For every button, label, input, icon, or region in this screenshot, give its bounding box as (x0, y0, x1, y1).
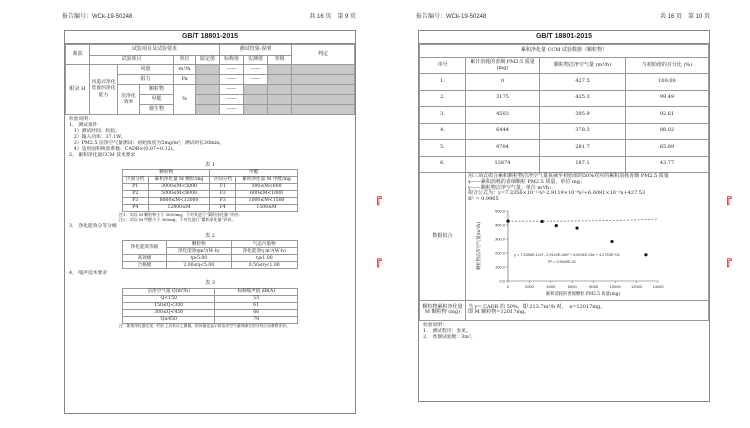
page-indicator: 共 16 页 第 9 页 (309, 14, 356, 20)
t1-cell: F3 (210, 198, 236, 205)
report-page-10 (414, 0, 714, 428)
fit-line: x——累积消耗的香烟颗粒 PM2.5 质量，单位 mg； (468, 178, 585, 185)
table3-caption: 表 3 (205, 280, 215, 287)
ccm-label: 颗粒物累积净化量 M 颗粒物 (mg) (420, 300, 466, 320)
report-number: 报告编号：WCk-19-50248 (62, 14, 133, 20)
ccm-result-cell (466, 300, 709, 320)
sub-item-micro: 微生物 (140, 105, 174, 115)
t3-h: 洁净空气量 Q(m³/h) (123, 288, 215, 295)
unit-airflow: m³/h (174, 65, 196, 75)
th-unit: 单位 (174, 56, 196, 65)
t1-col-hcho: 甲醛 (210, 170, 298, 177)
ccm-cell: 395.9 (540, 107, 626, 124)
note-line: 2、 香烟试验舱：3m³。 (423, 334, 476, 340)
ccm-cell: 0 (466, 74, 540, 91)
note-line: 1、 测试程序：参见。 (423, 328, 471, 334)
table-2 (122, 240, 298, 269)
standard-title: GB/T 18801-2015 (419, 31, 709, 44)
red-edge-mark: 『 (370, 258, 383, 272)
t3-h: 标称噪声值 dB(A) (215, 288, 298, 295)
ccm-h: 颗粒物洁净空气量 (m³/h) (540, 58, 626, 74)
ccm-cell: 4503 (466, 107, 540, 124)
ccm-cell: 425.3 (540, 90, 626, 107)
t2-cell: 2.00≤η<5.00 (167, 262, 231, 269)
data-point (506, 219, 509, 222)
appendix-cell: 附录 H (66, 65, 90, 115)
t1-cell: 8000≤M<12000 (148, 198, 210, 205)
page-indicator: 共 16 页 第 10 页 (659, 14, 710, 20)
t1-h: 累积净化量 M 甲醛/mg (236, 177, 298, 184)
sub-item-pm: 颗粒物 (140, 85, 174, 95)
red-edge-mark: 『 (720, 258, 733, 272)
data-point (644, 253, 647, 256)
t1-cell: P2 (123, 191, 149, 198)
red-edge-mark: 『 (720, 196, 733, 210)
ccm-cell: 2. (420, 90, 466, 107)
th-req: 试验项目及试验要求 (90, 45, 220, 56)
t1-cell: 600≤M<1000 (236, 191, 298, 198)
note-line: 1、 测试条件 (69, 123, 98, 129)
ccm-decay-chart (468, 205, 673, 299)
t1-cell: F2 (210, 191, 236, 198)
meas-resistance: —— (244, 75, 268, 85)
ccm-cell: 6. (420, 156, 466, 173)
eff-cell: 次净化效率 (118, 85, 140, 115)
x-tick-label: 12000 (631, 283, 643, 289)
ccm-cell: 65.89 (626, 140, 709, 157)
t1-cell: P1 (123, 184, 149, 191)
table-1 (122, 169, 298, 212)
unit-resistance: Pa (174, 75, 196, 85)
fit-curve (508, 219, 658, 221)
th-meas: 实测值 (244, 56, 268, 65)
fit-cell (466, 173, 709, 301)
ccm-cell: 92.61 (626, 107, 709, 124)
t1-cell: F4 (210, 205, 236, 212)
th-clause: 条款 (66, 45, 90, 65)
test-item-table (65, 44, 355, 115)
fit-line: 用三项式拟合累积颗粒物洁净空气量衰减至初始值的50%对应的累积消耗香烟 PM2.5 质量 (468, 173, 669, 180)
std-resistance: —— (220, 75, 244, 85)
x-axis-label: 累积消耗的香烟颗粒 PM2.5 质量(mg) (545, 291, 621, 297)
x-tick-label: 14000 (652, 283, 664, 289)
y-tick-label: 0.0 (499, 278, 505, 284)
t1-col-particle: 颗粒物 (123, 170, 210, 177)
th-limit: 限定值 (196, 56, 220, 65)
note-line: 1）测试时间：检验。 (69, 129, 121, 135)
fit-line: y——颗粒物洁净空气量，单位 m³/h； (468, 184, 555, 191)
ccm-cell: 88.02 (626, 123, 709, 140)
t2-cell: 0.50≤η<1.00 (231, 262, 298, 269)
t2-h-level: 净化能效等级 (123, 241, 167, 255)
ccm-cell: 5. (420, 140, 466, 157)
t3-cell: Q≥450 (123, 316, 215, 323)
data-point (575, 226, 578, 229)
sub-dash-1: —— (220, 95, 244, 105)
t2-cell: η≥1.00 (231, 255, 298, 262)
th-conclusion: 判定 (292, 45, 355, 65)
ccm-cell: 4. (420, 123, 466, 140)
y-tick-label: 400.0 (494, 222, 505, 228)
ccm-cell: 6444 (466, 123, 540, 140)
t2-h-gas: 气态污染物 (231, 241, 298, 248)
ccm-result-line: 即 M 颗粒物=12017mg。 (468, 309, 530, 316)
t3-cell: 300≤Q<450 (123, 309, 215, 316)
t1-cell: P4 (123, 205, 149, 212)
note-line: 检验说明： (423, 322, 447, 328)
t3-cell: 55 (215, 295, 298, 302)
ccm-cell: 1. (420, 74, 466, 91)
x-tick-label: 4000 (546, 283, 556, 289)
ccm-result-line: 当 y= CADR 的 50%，即 213.7m³/h 时， x=12017mg， (468, 303, 606, 310)
fit-equation: y = 7.3356E-12x³ - 2.9119E-08x² + 6.6091E-05x + 4.2753E+02 (514, 252, 620, 257)
ccm-cell: 99.49 (626, 90, 709, 107)
t1-cell: P3 (123, 198, 149, 205)
y-tick-label: 100.0 (494, 264, 505, 270)
t1-cell: 5000≤M<8000 (148, 191, 210, 198)
t1-cell: 300≤M<600 (236, 184, 298, 191)
fit-line: R² = 0.9965 (468, 196, 499, 203)
t3-cell: 66 (215, 309, 298, 316)
t1-cell: 12000≤M (148, 205, 210, 212)
t2-cell: 高效级 (123, 255, 167, 262)
ccm-h: 与初始值的百分比 (%) (626, 58, 709, 74)
t1-note: 注1：实际 M 颗粒物小于 3000mg，不对其进行“累积净化量”评价； (119, 212, 243, 218)
note-line: 3）PM2.5 洁净空气量测试：初始浓度为5mg/m³，测试时长20min。 (69, 140, 225, 146)
item-airflow: 风量 (118, 65, 174, 75)
th-grade: 等级 (268, 56, 292, 65)
sub-dash-0: —— (220, 85, 244, 95)
item-resistance: 阻力 (118, 75, 174, 85)
ccm-cell: 281.7 (540, 140, 626, 157)
ccm-h: 序号 (420, 58, 466, 74)
ccm-cell: 100.00 (626, 74, 709, 91)
std-airflow: —— (220, 65, 244, 75)
red-edge-mark: 『 (370, 196, 383, 210)
fit-line: 拟合公式为：y=7.3356×10⁻¹²x³-2.9119×10⁻⁸x²+6.6091×10⁻⁵x+427.53 (468, 190, 646, 197)
t3-cell: 150≤Q<300 (123, 302, 215, 309)
data-point (540, 220, 543, 223)
fit-label: 数据拟合 (420, 173, 466, 301)
t1-cell: 3000≤M<5000 (148, 184, 210, 191)
t3-cell: Q<150 (123, 295, 215, 302)
y-tick-label: 300.0 (494, 236, 505, 242)
y-axis-label: 颗粒物洁净空气量(m³/h) (477, 221, 482, 270)
ccm-cell: 9704 (466, 140, 540, 157)
x-tick-label: 6000 (567, 283, 577, 289)
t1-cell: F1 (210, 184, 236, 191)
note-line: 检验说明： (69, 117, 93, 123)
note-line: 2、 累积净化量CCM 技术要求 (69, 152, 136, 158)
ccm-cell: 12874 (466, 156, 540, 173)
data-point (555, 224, 558, 227)
ccm-cell: 427.5 (540, 74, 626, 91)
fit-r2: R² = 9.9649E-01 (548, 259, 576, 264)
data-point (610, 240, 613, 243)
t1-note: 注2：实际 M 甲醛小于 300mg，不对其进行“累积净化量”评价。 (119, 217, 236, 223)
x-tick-label: 8000 (589, 283, 599, 289)
notes-block (65, 115, 355, 330)
t3-intro: 4、 噪声技术要求 (69, 271, 108, 277)
t1-h: 区间分档 (123, 177, 149, 184)
notes-block (419, 321, 709, 343)
ccm-cell: 43.77 (626, 156, 709, 173)
table1-caption: 表 1 (205, 161, 215, 168)
th-result: 测试结果-说明 (220, 45, 292, 56)
y-tick-label: 200.0 (494, 250, 505, 256)
report-frame (418, 30, 710, 402)
t1-h: 累积净化量 M 颗粒/mg (148, 177, 210, 184)
t2-intro: 3、 净化能效分等分级 (69, 224, 117, 230)
ccm-h: 累计消耗的香烟 PM2.5 质量 (mg) (466, 58, 540, 74)
ccm-table (419, 44, 709, 321)
th-std: 标称值 (220, 56, 244, 65)
sub-dash-2: —— (220, 105, 244, 115)
t2-h-eta: 净化能效η m³/(W·h) (231, 248, 298, 255)
t3-cell: 70 (215, 316, 298, 323)
table2-caption: 表 2 (205, 233, 215, 240)
x-tick-label: 2000 (524, 283, 534, 289)
ccm-cell: 3175 (466, 90, 540, 107)
standard-title: GB/T 18801-2015 (65, 31, 355, 44)
t3-cell: 61 (215, 302, 298, 309)
table-3 (122, 288, 298, 324)
t2-h-eta: 净化能效ηm³/(W·h) (167, 248, 231, 255)
ccm-cell: 378.3 (540, 123, 626, 140)
y-tick-label: 500.0 (494, 208, 505, 214)
note-line: 2）输入功率：37.1W。 (69, 135, 127, 140)
th-item: 试验项目 (90, 56, 174, 65)
report-page-9 (60, 0, 360, 428)
x-tick-label: 0 (506, 283, 510, 289)
t1-h: 区间分档 (210, 177, 236, 184)
ccm-cell: 187.1 (540, 156, 626, 173)
report-number: 报告编号：WCk-19-50248 (416, 14, 487, 20)
t2-cell: 合格级 (123, 262, 167, 269)
t1-cell: 1000≤M<1500 (236, 198, 298, 205)
t2-h-particle: 颗粒物 (167, 241, 231, 248)
unit-pct: % (174, 85, 196, 115)
ccm-table-title: 累积净化量 CCM 试验数据（颗粒物） (420, 45, 709, 58)
report-frame (64, 30, 356, 414)
t3-note: 注：如果净化器在某一档位上具有以上测量，则该量化显示按洁净空气量则确定的分档后再参照评价。 (119, 322, 290, 328)
sub-item-hcho: 甲醛 (140, 95, 174, 105)
ccm-cell: 3. (420, 107, 466, 124)
t2-cell: η≥5.00 (167, 255, 231, 262)
x-tick-label: 10000 (609, 283, 621, 289)
group-cell: 风道式净化装置的净化能力 (90, 65, 118, 115)
note-line: 4）适用面积换算系数：CADR×(0.07~0.12)。 (69, 146, 178, 152)
t1-cell: 1500≤M (236, 205, 298, 212)
meas-airflow: —— (244, 65, 268, 75)
